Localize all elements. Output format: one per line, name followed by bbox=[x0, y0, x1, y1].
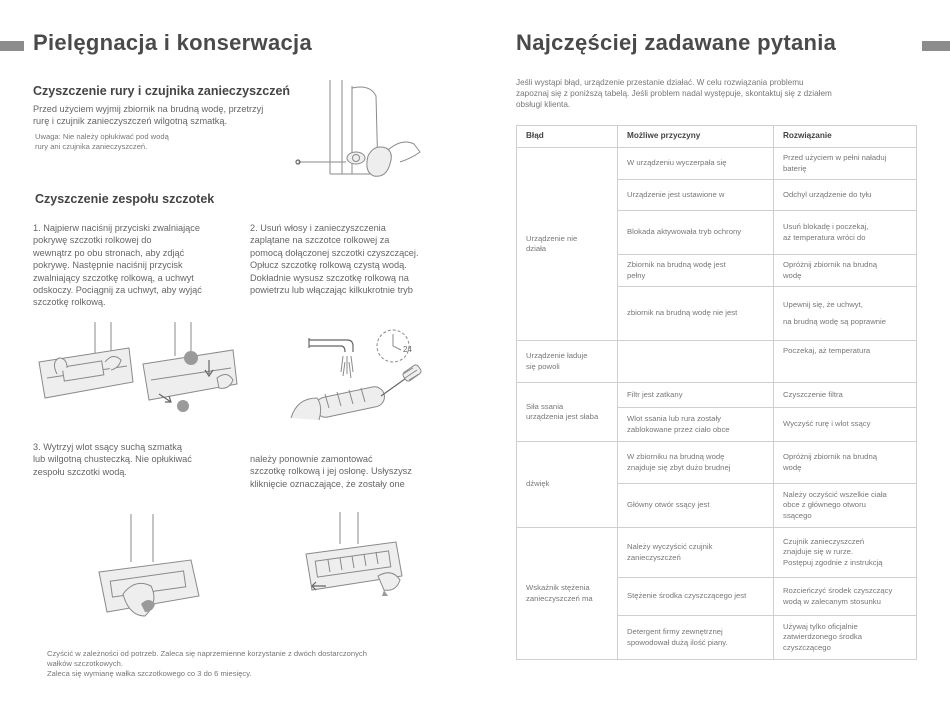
maintenance-footer-note: Czyścić w zależności od potrzeb. Zaleca się naprzemienne korzystanie z dwóch dostarczonych wałków szczotkowych. Zaleca się wymianę wałka szczotkowego co 3 do 6 miesięcy. bbox=[47, 649, 367, 678]
error-cell: Siła ssania urządzenia jest słaba bbox=[517, 383, 618, 442]
header-cause: Możliwe przyczyny bbox=[618, 126, 774, 148]
solution-cell: Czyszczenie filtra bbox=[774, 383, 917, 408]
cause-cell: W zbiorniku na brudną wodę znajduje się zbyt dużo brudnej bbox=[618, 442, 774, 484]
cause-cell: Detergent firmy zewnętrznej spowodował dużą ilość piany. bbox=[618, 616, 774, 660]
solution-cell: Upewnij się, że uchwyt, na brudną wodę są poprawnie bbox=[774, 287, 917, 341]
cause-cell: Urządzenie jest ustawione w bbox=[618, 180, 774, 211]
right-edge-bar bbox=[922, 41, 950, 51]
pipe-section-note: Uwaga: Nie należy opłukiwać pod wodą rury ani czujnika zanieczyszczeń. bbox=[35, 132, 169, 151]
error-cell: Urządzenie nie działa bbox=[517, 148, 618, 341]
brush-removal-illustration bbox=[33, 318, 243, 426]
solution-cell: Wyczyść rurę i wlot ssący bbox=[774, 408, 917, 442]
pipe-section-heading: Czyszczenie rury i czujnika zanieczyszczeń bbox=[33, 84, 291, 98]
table-row bbox=[517, 442, 917, 484]
timer-label: 24 bbox=[403, 345, 412, 354]
solution-cell: Używaj tylko oficjalnie zatwierdzonego środka czyszczącego bbox=[774, 616, 917, 660]
solution-cell: Poczekaj, aż temperatura bbox=[774, 341, 917, 383]
faq-table-header-row bbox=[517, 126, 917, 148]
header-error: Błąd bbox=[517, 126, 618, 148]
wipe-inlet-illustration bbox=[95, 512, 205, 624]
error-cell: Wskaźnik stężenia zanieczyszczeń ma bbox=[517, 528, 618, 660]
header-solution: Rozwiązanie bbox=[774, 126, 917, 148]
cause-cell: Blokada aktywowała tryb ochrony bbox=[618, 211, 774, 255]
cause-cell: zbiornik na brudną wodę nie jest bbox=[618, 287, 774, 341]
cause-cell: Należy wyczyścić czujnik zanieczyszczeń bbox=[618, 528, 774, 578]
solution-cell: Opróżnij zbiornik na brudną wodę bbox=[774, 255, 917, 287]
faq-table bbox=[516, 125, 917, 660]
cause-cell: Główny otwór ssący jest bbox=[618, 484, 774, 528]
pipe-cleaning-illustration bbox=[290, 78, 430, 190]
left-page-title: Pielęgnacja i konserwacja bbox=[33, 30, 312, 55]
cause-cell: W urządzeniu wyczerpała się bbox=[618, 148, 774, 180]
brush-step-1-text: 1. Najpierw naciśnij przyciski zwalniające pokrywę szczotki rolkowej do wewnątrz po obu stronach, aby zdjąć pokrywę. Następnie naciśnij przycisk zwalniający szczotkę rolkową, a uchwyt odskoczy. Pociągnij za uchwyt, aby wyjąć szczotkę rolkową. bbox=[33, 223, 202, 308]
faq-intro: Jeśli wystąpi błąd, urządzenie przestanie działać. W celu rozwiązania problemu zapoznaj się z poniższą tabelą. Jeśli problem nadal występuje, skontaktuj się z działem obsługi klienta. bbox=[516, 78, 832, 110]
cause-cell: Zbiornik na brudną wodę jest pełny bbox=[618, 255, 774, 287]
cause-cell: Wlot ssania lub rura zostały zablokowane przez ciało obce bbox=[618, 408, 774, 442]
solution-cell: Należy oczyścić wszelkie ciała obce z głównego otworu ssącego bbox=[774, 484, 917, 528]
brush-step-4-text: należy ponownie zamontować szczotkę rolkową i jej osłonę. Usłyszysz kliknięcie oznaczające, że zostały one bbox=[250, 454, 412, 489]
table-row bbox=[517, 528, 917, 578]
solution-cell: Usuń blokadę i poczekaj, aż temperatura wróci do bbox=[774, 211, 917, 255]
error-cell: Urządzenie ładuje się powoli bbox=[517, 341, 618, 383]
cause-cell: Stężenie środka czyszczącego jest bbox=[618, 578, 774, 616]
brush-section-heading: Czyszczenie zespołu szczotek bbox=[35, 192, 215, 206]
error-cell: dźwięk bbox=[517, 442, 618, 528]
reinstall-roller-illustration bbox=[300, 510, 410, 610]
solution-cell: Przed użyciem w pełni naładuj baterię bbox=[774, 148, 917, 180]
cause-cell bbox=[618, 341, 774, 383]
table-row bbox=[517, 148, 917, 180]
solution-cell: Rozcieńczyć środek czyszczący wodą w zalecanym stosunku bbox=[774, 578, 917, 616]
solution-cell: Opróżnij zbiornik na brudną wodę bbox=[774, 442, 917, 484]
rinse-dry-illustration bbox=[285, 316, 445, 428]
left-edge-bar bbox=[0, 41, 24, 51]
cause-cell: Filtr jest zatkany bbox=[618, 383, 774, 408]
solution-cell: Czujnik zanieczyszczeń znajduje się w rurze. Postępuj zgodnie z instrukcją bbox=[774, 528, 917, 578]
table-row bbox=[517, 341, 917, 383]
right-page-title: Najczęściej zadawane pytania bbox=[516, 30, 837, 55]
brush-step-3-text: 3. Wytrzyj wlot ssący suchą szmatką lub wilgotną chusteczką. Nie opłukiwać zespołu szczotki wodą. bbox=[33, 442, 192, 477]
table-row bbox=[517, 383, 917, 408]
brush-step-2-text: 2. Usuń włosy i zanieczyszczenia zaplątane na szczotce rolkowej za pomocą dołączonej szczotki czyszczącej. Opłucz szczotkę rolkową czystą wodą. Dokładnie wysusz szczotkę rolkową na powietrzu lub włączając kilkukrotnie tryb bbox=[250, 223, 419, 296]
solution-cell: Odchyl urządzenie do tyłu bbox=[774, 180, 917, 211]
pipe-section-text: Przed użyciem wyjmij zbiornik na brudną wodę, przetrzyj rurę i czujnik zanieczyszczeń wilgotną szmatką. bbox=[33, 104, 264, 127]
